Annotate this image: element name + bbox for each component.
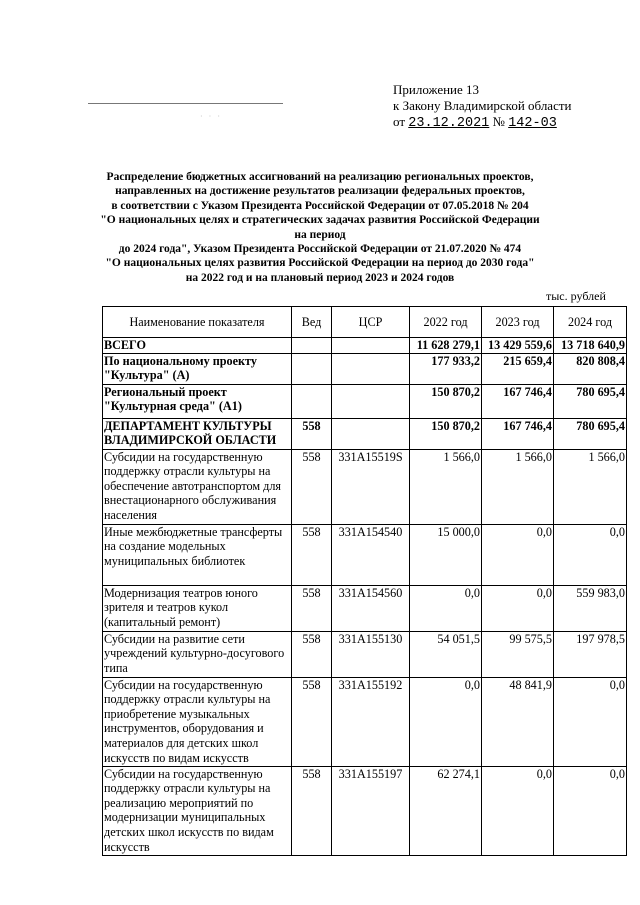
cell-csr: 331A155192 bbox=[332, 677, 410, 766]
cell-ved: 558 bbox=[292, 585, 332, 631]
appendix-prefix: от bbox=[393, 114, 406, 129]
cell-ved: 558 bbox=[292, 418, 332, 449]
table-row bbox=[103, 766, 627, 855]
table-row bbox=[103, 449, 627, 524]
faint-mark: · · · bbox=[200, 112, 222, 121]
cell-2023: 99 575,5 bbox=[482, 631, 554, 677]
table-row bbox=[103, 585, 627, 631]
table-row bbox=[103, 384, 627, 418]
heading-line: "О национальных целях развития Российской Федерации на период до 2030 года" bbox=[105, 257, 535, 270]
cell-2024: 780 695,4 bbox=[554, 418, 627, 449]
cell-ved: 558 bbox=[292, 677, 332, 766]
cell-csr bbox=[332, 418, 410, 449]
cell-2022: 0,0 bbox=[410, 585, 482, 631]
header-2024: 2024 год bbox=[554, 307, 627, 338]
appendix-block bbox=[393, 82, 571, 132]
cell-2022: 177 933,2 bbox=[410, 353, 482, 384]
cell-csr: 331A155130 bbox=[332, 631, 410, 677]
cell-2024: 780 695,4 bbox=[554, 384, 627, 418]
cell-2023: 0,0 bbox=[482, 524, 554, 585]
header-name: Наименование показателя bbox=[103, 307, 292, 338]
cell-name: По национальному проекту "Культура" (А) bbox=[103, 353, 292, 384]
cell-name: Региональный проект "Культурная среда" (А1) bbox=[103, 384, 292, 418]
cell-2024: 0,0 bbox=[554, 677, 627, 766]
cell-csr bbox=[332, 353, 410, 384]
heading-line: направленных на достижение результатов реализации федеральных проектов, bbox=[115, 185, 525, 198]
header-ved: Вед bbox=[292, 307, 332, 338]
header-2022: 2022 год bbox=[410, 307, 482, 338]
cell-name: Субсидии на государственную поддержку отрасли культуры на обеспечение автотранспортом для внестационарного обслуживания населения bbox=[103, 449, 292, 524]
cell-2022: 62 274,1 bbox=[410, 766, 482, 855]
cell-2023: 167 746,4 bbox=[482, 384, 554, 418]
cell-2023: 215 659,4 bbox=[482, 353, 554, 384]
cell-name: Субсидии на государственную поддержку отрасли культуры на реализацию мероприятий по модернизации муниципальных детских школ искусств по видам искусств bbox=[103, 766, 292, 855]
units-label: тыс. рублей bbox=[546, 289, 606, 303]
table-row bbox=[103, 677, 627, 766]
table-row bbox=[103, 418, 627, 449]
appendix-law: к Закону Владимирской области bbox=[393, 98, 572, 113]
cell-ved bbox=[292, 384, 332, 418]
heading-line: Распределение бюджетных ассигнований на реализацию региональных проектов, bbox=[106, 171, 534, 183]
cell-2024: 559 983,0 bbox=[554, 585, 627, 631]
header-2023: 2023 год bbox=[482, 307, 554, 338]
cell-2022: 0,0 bbox=[410, 677, 482, 766]
cell-2024: 197 978,5 bbox=[554, 631, 627, 677]
cell-name: Модернизация театров юного зрителя и театров кукол (капитальный ремонт) bbox=[103, 585, 292, 631]
cell-2023: 167 746,4 bbox=[482, 418, 554, 449]
cell-name: Субсидии на развитие сети учреждений культурно-досугового типа bbox=[103, 631, 292, 677]
cell-csr bbox=[332, 384, 410, 418]
cell-2022: 15 000,0 bbox=[410, 524, 482, 585]
cell-name: ВСЕГО bbox=[103, 338, 292, 354]
cell-2023: 1 566,0 bbox=[482, 449, 554, 524]
appendix-number-sign: № bbox=[492, 114, 505, 129]
budget-table bbox=[102, 306, 627, 856]
cell-2024: 820 808,4 bbox=[554, 353, 627, 384]
table-header-row bbox=[103, 307, 627, 338]
heading-line: до 2024 года", Указом Президента Российской Федерации от 21.07.2020 № 474 bbox=[118, 243, 522, 256]
table-row bbox=[103, 338, 627, 354]
cell-ved: 558 bbox=[292, 631, 332, 677]
separator-line bbox=[88, 103, 283, 104]
cell-2024: 0,0 bbox=[554, 766, 627, 855]
appendix-date-line bbox=[393, 114, 571, 132]
cell-2024: 0,0 bbox=[554, 524, 627, 585]
cell-name: ДЕПАРТАМЕНТ КУЛЬТУРЫ ВЛАДИМИРСКОЙ ОБЛАСТИ bbox=[103, 418, 292, 449]
cell-csr: 331A154560 bbox=[332, 585, 410, 631]
table-row bbox=[103, 524, 627, 585]
cell-ved: 558 bbox=[292, 766, 332, 855]
cell-2022: 11 628 279,1 bbox=[410, 338, 482, 354]
cell-2023: 0,0 bbox=[482, 766, 554, 855]
appendix-date: 23.12.2021 bbox=[408, 116, 490, 131]
cell-csr: 331A154540 bbox=[332, 524, 410, 585]
cell-csr bbox=[332, 338, 410, 354]
cell-2023: 13 429 559,6 bbox=[482, 338, 554, 354]
cell-csr: 331A155197 bbox=[332, 766, 410, 855]
cell-name: Субсидии на государственную поддержку отрасли культуры на приобретение музыкальных инструментов, оборудования и материалов для детских школ искусств по видам искусств bbox=[103, 677, 292, 766]
heading-line: "О национальных целях и стратегических задачах развития Российской Федерации на период bbox=[100, 214, 540, 241]
heading-line: на 2022 год и на плановый период 2023 и 2024 годов bbox=[185, 271, 455, 284]
cell-2022: 1 566,0 bbox=[410, 449, 482, 524]
appendix-title: Приложение 13 bbox=[393, 82, 480, 97]
header-csr: ЦСР bbox=[332, 307, 410, 338]
cell-name: Иные межбюджетные трансферты на создание модельных муниципальных библиотек bbox=[103, 524, 292, 585]
heading-line: в соответствии с Указом Президента Российской Федерации от 07.05.2018 № 204 bbox=[111, 199, 529, 212]
cell-2023: 0,0 bbox=[482, 585, 554, 631]
cell-2023: 48 841,9 bbox=[482, 677, 554, 766]
appendix-number: 142-03 bbox=[508, 116, 557, 131]
cell-2024: 1 566,0 bbox=[554, 449, 627, 524]
cell-2022: 150 870,2 bbox=[410, 418, 482, 449]
cell-2024: 13 718 640,9 bbox=[554, 338, 627, 354]
table-row bbox=[103, 353, 627, 384]
cell-ved bbox=[292, 353, 332, 384]
cell-2022: 150 870,2 bbox=[410, 384, 482, 418]
cell-2022: 54 051,5 bbox=[410, 631, 482, 677]
cell-ved: 558 bbox=[292, 449, 332, 524]
cell-ved bbox=[292, 338, 332, 354]
document-heading bbox=[100, 170, 540, 285]
cell-ved: 558 bbox=[292, 524, 332, 585]
table-row bbox=[103, 631, 627, 677]
cell-csr: 331A15519S bbox=[332, 449, 410, 524]
